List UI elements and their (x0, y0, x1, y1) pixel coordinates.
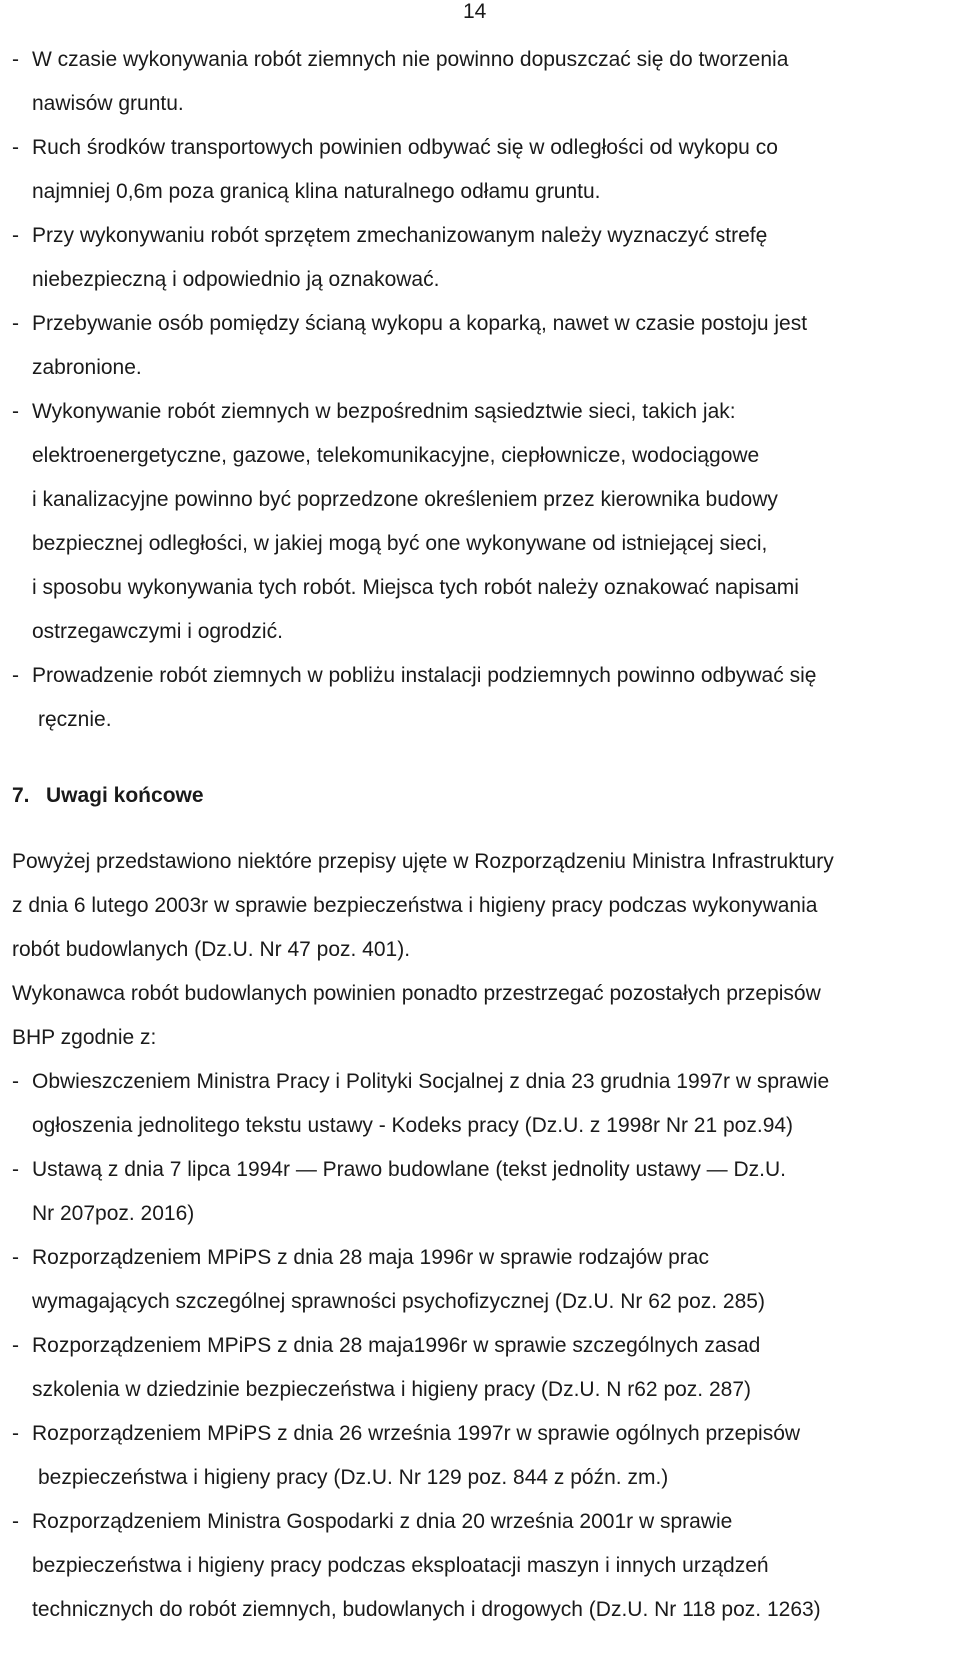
list-dash: - (12, 48, 19, 71)
list-text: ostrzegawczymi i ogrodzić. (32, 620, 283, 643)
list-item (12, 302, 952, 390)
list-text: Ustawą z dnia 7 lipca 1994r — Prawo budowlane (tekst jednolity ustawy — Dz.U. (32, 1158, 787, 1181)
list-item (12, 654, 952, 742)
list-item (12, 1148, 952, 1236)
paragraph (12, 840, 952, 972)
list-dash: - (12, 136, 19, 159)
list-dash: - (12, 1070, 19, 1093)
list-dash: - (12, 312, 19, 335)
list-text: i kanalizacyjne powinno być poprzedzone określeniem przez kierownika budowy (32, 488, 778, 511)
section-title: Uwagi końcowe (46, 784, 204, 807)
page-number: 14 (463, 0, 487, 23)
section-heading (12, 774, 952, 818)
list-text: bezpieczeństwa i higieny pracy podczas eksploatacji maszyn i innych urządzeń (32, 1554, 769, 1577)
list-dash: - (12, 1510, 19, 1533)
list-text: ogłoszenia jednolitego tekstu ustawy - Kodeks pracy (Dz.U. z 1998r Nr 21 poz.94) (32, 1114, 794, 1137)
list-text: najmniej 0,6m poza granicą klina naturalnego odłamu gruntu. (32, 180, 601, 203)
section-number: 7. (12, 784, 30, 807)
list-text: szkolenia w dziedzinie bezpieczeństwa i higieny pracy (Dz.U. N r62 poz. 287) (32, 1378, 752, 1401)
list-text: Przebywanie osób pomiędzy ścianą wykopu a koparką, nawet w czasie postoju jest (32, 312, 808, 335)
paragraph-line: BHP zgodnie z: (12, 1026, 157, 1049)
list-item (12, 1060, 952, 1148)
list-text: Przy wykonywaniu robót sprzętem zmechanizowanym należy wyznaczyć strefę (32, 224, 768, 247)
list-dash: - (12, 400, 19, 423)
list-text: Rozporządzeniem MPiPS z dnia 28 maja1996r w sprawie szczególnych zasad (32, 1334, 761, 1357)
list-text: Nr 207poz. 2016) (32, 1202, 195, 1225)
paragraph-line: robót budowlanych (Dz.U. Nr 47 poz. 401). (12, 938, 411, 961)
list-text: technicznych do robót ziemnych, budowlanych i drogowych (Dz.U. Nr 118 poz. 1263) (32, 1598, 821, 1621)
list-dash: - (12, 1158, 19, 1181)
list-text: Wykonywanie robót ziemnych w bezpośrednim sąsiedztwie sieci, takich jak: (32, 400, 736, 423)
list-item (12, 214, 952, 302)
list-item (12, 1324, 952, 1412)
list-text: Rozporządzeniem MPiPS z dnia 28 maja 1996r w sprawie rodzajów prac (32, 1246, 709, 1269)
list-text: wymagających szczególnej sprawności psychofizycznej (Dz.U. Nr 62 poz. 285) (32, 1290, 765, 1313)
list-item (12, 390, 952, 654)
list-item (12, 38, 952, 126)
paragraph-line: Powyżej przedstawiono niektóre przepisy ujęte w Rozporządzeniu Ministra Infrastruktury (12, 850, 834, 873)
bullet-list-top (12, 38, 952, 742)
list-text: Obwieszczeniem Ministra Pracy i Polityki Socjalnej z dnia 23 grudnia 1997r w sprawie (32, 1070, 830, 1093)
list-dash: - (12, 664, 19, 687)
list-text: elektroenergetyczne, gazowe, telekomunikacyjne, ciepłownicze, wodociągowe (32, 444, 760, 467)
list-item (12, 126, 952, 214)
section-body (12, 840, 952, 1632)
list-dash: - (12, 1422, 19, 1445)
paragraph-line: z dnia 6 lutego 2003r w sprawie bezpieczeństwa i higieny pracy podczas wykonywania (12, 894, 818, 917)
list-dash: - (12, 224, 19, 247)
list-text: bezpieczeństwa i higieny pracy (Dz.U. Nr 129 poz. 844 z późn. zm.) (38, 1466, 669, 1489)
list-dash: - (12, 1246, 19, 1269)
document-body (12, 38, 952, 1632)
list-text: i sposobu wykonywania tych robót. Miejsca tych robót należy oznakować napisami (32, 576, 799, 599)
paragraph (12, 972, 952, 1060)
list-dash: - (12, 1334, 19, 1357)
list-text: zabronione. (32, 356, 142, 379)
list-text: bezpiecznej odległości, w jakiej mogą być one wykonywane od istniejącej sieci, (32, 532, 768, 555)
list-text: Rozporządzeniem MPiPS z dnia 26 września 1997r w sprawie ogólnych przepisów (32, 1422, 801, 1445)
list-text: Ruch środków transportowych powinien odbywać się w odległości od wykopu co (32, 136, 778, 159)
list-text: W czasie wykonywania robót ziemnych nie powinno dopuszczać się do tworzenia (32, 48, 789, 71)
list-item (12, 1500, 952, 1632)
list-text: Prowadzenie robót ziemnych w pobliżu instalacji podziemnych powinno odbywać się (32, 664, 817, 687)
bullet-list-bottom (12, 1060, 952, 1632)
list-item (12, 1236, 952, 1324)
list-text: niebezpieczną i odpowiednio ją oznakować. (32, 268, 440, 291)
list-text: Rozporządzeniem Ministra Gospodarki z dnia 20 września 2001r w sprawie (32, 1510, 733, 1533)
list-item (12, 1412, 952, 1500)
list-text: ręcznie. (38, 708, 112, 731)
list-text: nawisów gruntu. (32, 92, 184, 115)
paragraph-line: Wykonawca robót budowlanych powinien ponadto przestrzegać pozostałych przepisów (12, 982, 821, 1005)
